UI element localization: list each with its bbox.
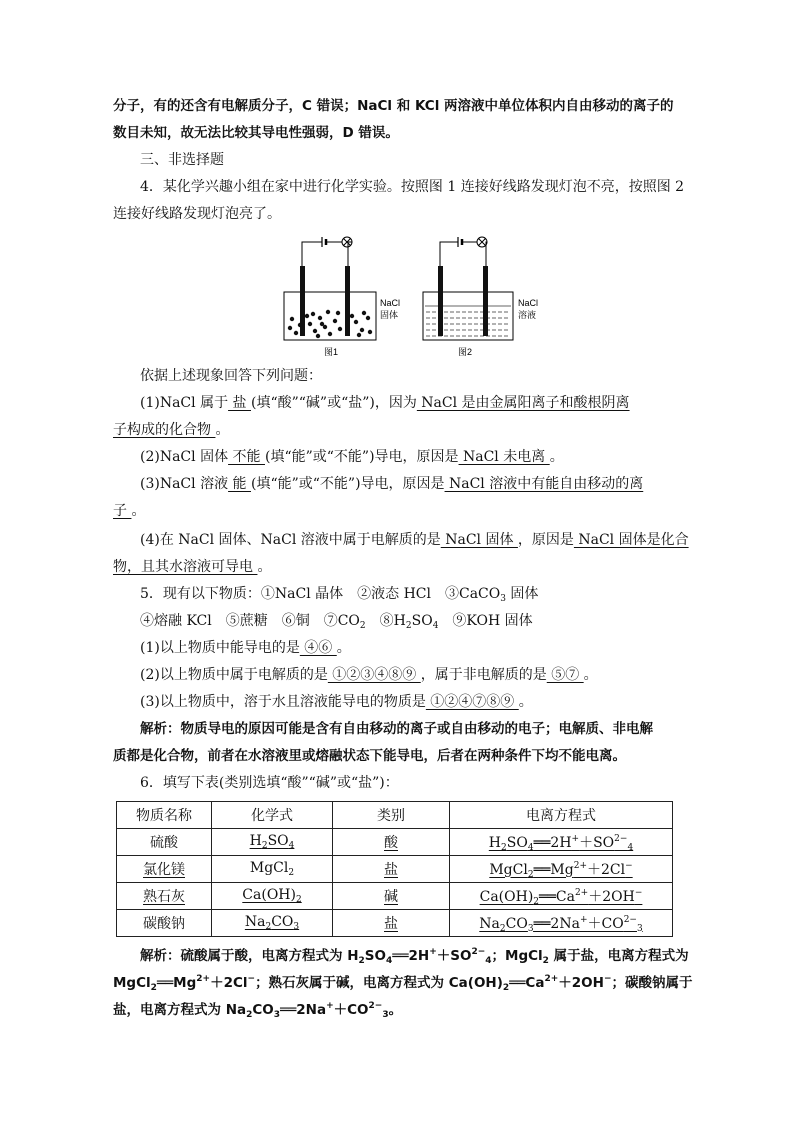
q4-part-4 bbox=[140, 530, 689, 550]
table-row bbox=[117, 910, 673, 937]
q5-stem-line-2 bbox=[140, 611, 533, 636]
header-name: 物质名称 bbox=[117, 802, 212, 829]
q6-analysis-2b: ；碳酸钠属于 bbox=[611, 975, 693, 991]
q5-stem-2c: SO bbox=[411, 613, 433, 629]
fig2-caption: 图2 bbox=[458, 347, 473, 357]
figure-2 bbox=[423, 237, 538, 357]
q5-stem-1a: 5．现有以下物质：①NaCl 晶体 ②液态 HCl ③CaCO bbox=[140, 586, 501, 602]
q4-p4-text-a: (4)在 NaCl 固体、NaCl 溶液中属于电解质的是 bbox=[140, 532, 441, 548]
q4-p2-text-b: (填“能”或“不能”)导电，原因是 bbox=[264, 449, 459, 465]
q4-p3-text-a: (3)NaCl 溶液 bbox=[140, 476, 229, 492]
q6-analysis-2a: ；熟石灰属于碱，电离方程式为 Ca(OH) bbox=[255, 975, 503, 991]
section-heading: 三、非选择题 bbox=[140, 152, 224, 168]
cell-formula: $H_2SO_4$ bbox=[212, 829, 333, 856]
q5-stem-2-sub2: 2 bbox=[405, 621, 412, 631]
q4-p3-answer-2: NaCl 溶液中有能自由移动的离 bbox=[444, 476, 644, 492]
fig1-label-b: 固体 bbox=[380, 310, 399, 320]
q5-stem-2b: ⑧H bbox=[365, 613, 406, 629]
q4-p1-text-b: (填“酸”“碱”或“盐”)，因为 bbox=[250, 395, 417, 411]
fig1-caption: 图1 bbox=[324, 347, 339, 357]
fig1-label-a: NaCl bbox=[380, 298, 401, 308]
q4-part-3 bbox=[140, 474, 643, 494]
q4-stem-line-2: 连接好线路发现灯泡亮了。 bbox=[113, 206, 281, 222]
cell-formula: MgCl$_2$ bbox=[212, 856, 333, 883]
q6-analysis-1a: 解析：硫酸属于酸，电离方程式为 H bbox=[140, 948, 359, 964]
q4-p1-answer-1: 盐 bbox=[228, 395, 251, 411]
q4-p1-text-a: (1)NaCl 属于 bbox=[140, 395, 229, 411]
q5-stem-2-sub1: 2 bbox=[359, 621, 366, 631]
q4-part-2 bbox=[140, 447, 564, 467]
q5-part-2 bbox=[140, 665, 598, 685]
ionization-table bbox=[116, 801, 673, 937]
cell-category: 盐 bbox=[333, 856, 450, 883]
experiment-figure bbox=[280, 232, 550, 362]
q5-p3-answer: ①②④⑦⑧⑨ bbox=[425, 694, 519, 710]
q5-p2-text-b: ，属于非电解质的是 bbox=[420, 667, 547, 683]
table-header-row bbox=[117, 802, 673, 829]
q6-analysis-1c: 属于盐，电离方程式为 bbox=[548, 948, 689, 964]
q4-p3-end: 。 bbox=[131, 503, 146, 519]
q5-analysis-line-1: 解析：物质导电的原因可能是含有自由移动的离子或自由移动的电子；电解质、非电解 bbox=[140, 721, 653, 737]
q5-analysis-line-2: 质都是化合物，前者在水溶液里或熔融状态下能导电，后者在两种条件下均不能电离。 bbox=[113, 748, 626, 764]
q4-p4-answer-1: NaCl 固体 bbox=[440, 532, 518, 548]
q6-analysis-3a: 盐，电离方程式为 Na bbox=[113, 1002, 247, 1018]
header-category: 类别 bbox=[333, 802, 450, 829]
q4-p1-answer-2b: 子构成的化合物 bbox=[113, 422, 216, 438]
intro-line-2: 数目未知，故无法比较其导电性强弱，D 错误。 bbox=[113, 125, 399, 141]
q4-p2-answer-2: NaCl 未电离 bbox=[458, 449, 550, 465]
q4-p2-text-a: (2)NaCl 固体 bbox=[140, 449, 229, 465]
cell-equation: $Na_2CO_3══2Na^++CO^{2-}_3$ bbox=[450, 910, 673, 937]
header-equation: 电离方程式 bbox=[450, 802, 673, 829]
cell-name: 氯化镁 bbox=[117, 856, 212, 883]
q4-p2-end: 。 bbox=[549, 449, 564, 465]
q4-p1-end: 。 bbox=[215, 422, 230, 438]
table-row bbox=[117, 856, 673, 883]
q5-part-3 bbox=[140, 692, 533, 712]
table-row bbox=[117, 883, 673, 910]
q4-p4-text-b: ，原因是 bbox=[517, 532, 574, 548]
q5-part-1 bbox=[140, 638, 351, 658]
q5-p2-text-a: (2)以上物质中属于电解质的是 bbox=[140, 667, 328, 683]
q6-analysis-line-1: 解析：硫酸属于酸，电离方程式为 $H_2SO_4══2H^++SO^{2-}_4$；MgCl$_2$ 属于盐，电离方程式为 bbox=[140, 947, 689, 966]
q5-p3-end: 。 bbox=[518, 694, 533, 710]
q4-p4-answer-2: NaCl 固体是化合 bbox=[573, 532, 689, 548]
q6-analysis-line-3: 盐，电离方程式为 $Na_2CO_3══2Na^++CO^{2-}_3$。 bbox=[113, 1001, 403, 1020]
q5-p2-answer-1: ①②③④⑧⑨ bbox=[327, 667, 421, 683]
q5-stem-2d: ⑨KOH 固体 bbox=[438, 613, 533, 629]
q4-prompt: 依据上述现象回答下列问题： bbox=[140, 368, 322, 384]
q4-p4-answer-2b: 物，且其水溶液可导电 bbox=[113, 559, 258, 575]
nacl-solution bbox=[425, 306, 511, 336]
cell-equation: $Ca(OH)_2══Ca^{2+}+2OH^-$ bbox=[450, 883, 673, 910]
cell-category: 酸 bbox=[333, 829, 450, 856]
cell-equation: $MgCl_2══Mg^{2+}+2Cl^-$ bbox=[450, 856, 673, 883]
q6-analysis-1b: ；MgCl bbox=[491, 948, 543, 964]
cell-category: 盐 bbox=[333, 910, 450, 937]
intro-line-1: 分子，有的还含有电解质分子，C 错误；NaCl 和 KCl 两溶液中单位体积内自由移动的离子的 bbox=[113, 98, 674, 114]
q5-stem-1-end: 固体 bbox=[505, 586, 539, 602]
cell-formula: $Na_2CO_3$ bbox=[212, 910, 333, 937]
cell-category: 碱 bbox=[333, 883, 450, 910]
q5-p3-text: (3)以上物质中，溶于水且溶液能导电的物质是 bbox=[140, 694, 426, 710]
q5-stem-2-sub3: 4 bbox=[432, 621, 439, 631]
q4-p4-end: 。 bbox=[257, 559, 272, 575]
q4-p1-answer-2: NaCl 是由金属阳离子和酸根阴离 bbox=[416, 395, 630, 411]
cell-name: 熟石灰 bbox=[117, 883, 212, 910]
q4-stem-line-1: 4．某化学兴趣小组在家中进行化学实验。按照图 1 连接好线路发现灯泡不亮，按照图 2 bbox=[140, 179, 685, 195]
q4-p3-answer-2b: 子 bbox=[113, 503, 132, 519]
q4-part-1 bbox=[140, 393, 630, 413]
q4-part-1-cont bbox=[113, 420, 229, 440]
cell-formula: $Ca(OH)_2$ bbox=[212, 883, 333, 910]
q5-stem-line-1 bbox=[140, 584, 538, 609]
cell-name: 碳酸钠 bbox=[117, 910, 212, 937]
q4-p3-text-b: (填“能”或“不能”)导电，原因是 bbox=[250, 476, 445, 492]
q5-stem-2a: ④熔融 KCl ⑤蔗糖 ⑥铜 ⑦CO bbox=[140, 613, 360, 629]
q5-p2-answer-2: ⑤⑦ bbox=[546, 667, 584, 683]
q4-part-3-cont bbox=[113, 501, 145, 521]
q5-p1-end: 。 bbox=[336, 640, 351, 656]
q5-p1-text: (1)以上物质中能导电的是 bbox=[140, 640, 300, 656]
header-formula: 化学式 bbox=[212, 802, 333, 829]
figure-1 bbox=[284, 237, 400, 357]
q5-p2-end: 。 bbox=[583, 667, 598, 683]
q6-stem: 6．填写下表(类别选填“酸”“碱”或“盐”)： bbox=[140, 775, 399, 791]
cell-name: 硫酸 bbox=[117, 829, 212, 856]
q6-analysis-line-2: $MgCl_2══Mg^{2+}+2Cl^-$；熟石灰属于碱，电离方程式为 $Ca(OH)_2══Ca^{2+}+2OH^-$；碳酸钠属于 bbox=[113, 974, 693, 993]
table-row bbox=[117, 829, 673, 856]
q4-p3-answer-1: 能 bbox=[228, 476, 251, 492]
fig2-label-b: 溶液 bbox=[518, 310, 537, 320]
q5-p1-answer: ④⑥ bbox=[299, 640, 337, 656]
q4-p2-answer-1: 不能 bbox=[228, 449, 265, 465]
fig2-label-a: NaCl bbox=[518, 298, 539, 308]
q4-part-4-cont bbox=[113, 557, 271, 577]
q5-stem-1-sub: 3 bbox=[500, 594, 506, 604]
cell-equation: $H_2SO_4══2H^++SO^{2-}_4$ bbox=[450, 829, 673, 856]
